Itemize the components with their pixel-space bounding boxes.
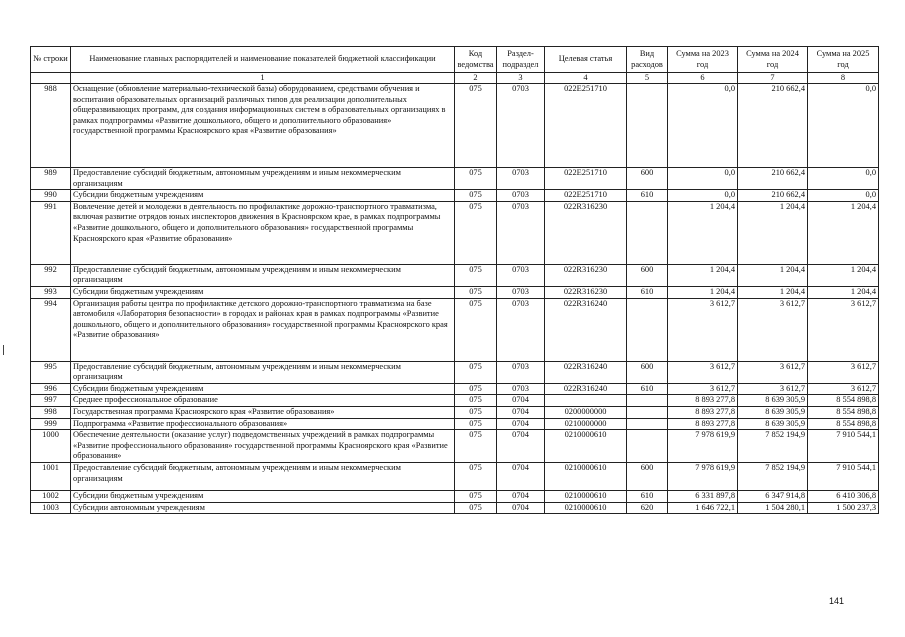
cell-row-number: 996 <box>31 383 71 395</box>
cell-expense-kind: 610 <box>627 383 668 395</box>
cell-target-article: 0210000610 <box>545 490 627 502</box>
cell-dept-code: 075 <box>455 286 497 298</box>
cell-sum-2023: 1 646 722,1 <box>668 502 738 514</box>
budget-table-sheet <box>30 46 878 514</box>
cell-sum-2024: 1 504 280,1 <box>738 502 808 514</box>
cell-sum-2023: 0,0 <box>668 168 738 190</box>
cell-row-number: 1002 <box>31 490 71 502</box>
cell-name: Подпрограмма «Развитие профессионального образования» <box>71 418 455 430</box>
cell-expense-kind <box>627 298 668 361</box>
cell-sum-2025: 8 554 898,8 <box>808 406 879 418</box>
cell-sum-2024: 8 639 305,9 <box>738 406 808 418</box>
cell-target-article: 022R316230 <box>545 286 627 298</box>
cell-expense-kind: 600 <box>627 361 668 383</box>
col-header-section: Раздел-подраздел <box>497 47 545 73</box>
cell-name: Предоставление субсидий бюджетным, автономным учреждениям и иным некоммерческим организациям <box>71 168 455 190</box>
cell-name: Субсидии бюджетным учреждениям <box>71 286 455 298</box>
cell-row-number: 988 <box>31 84 71 168</box>
cell-expense-kind <box>627 201 668 264</box>
cell-expense-kind <box>627 84 668 168</box>
cell-dept-code: 075 <box>455 190 497 202</box>
cell-row-number: 991 <box>31 201 71 264</box>
col-header-2023: Сумма на 2023 год <box>668 47 738 73</box>
cell-row-number: 998 <box>31 406 71 418</box>
cell-target-article: 022R316230 <box>545 264 627 286</box>
cell-name: Предоставление субсидий бюджетным, автономным учреждениям и иным некоммерческим организациям <box>71 264 455 286</box>
cell-target-article: 0210000000 <box>545 418 627 430</box>
cell-name: Субсидии бюджетным учреждениям <box>71 383 455 395</box>
table-body <box>31 84 879 514</box>
cell-sum-2024: 6 347 914,8 <box>738 490 808 502</box>
cell-section: 0703 <box>497 190 545 202</box>
cell-target-article: 0210000610 <box>545 502 627 514</box>
col-number: 5 <box>627 73 668 84</box>
cell-name: Предоставление субсидий бюджетным, автономным учреждениям и иным некоммерческим организациям <box>71 361 455 383</box>
cell-row-number: 1001 <box>31 462 71 490</box>
cell-target-article: 022Е251710 <box>545 190 627 202</box>
cell-target-article: 022R316240 <box>545 298 627 361</box>
cell-section: 0703 <box>497 264 545 286</box>
cell-section: 0703 <box>497 383 545 395</box>
cell-dept-code: 075 <box>455 84 497 168</box>
cell-sum-2024: 1 204,4 <box>738 264 808 286</box>
cell-section: 0703 <box>497 168 545 190</box>
cell-sum-2023: 8 893 277,8 <box>668 406 738 418</box>
cell-sum-2023: 1 204,4 <box>668 264 738 286</box>
cell-expense-kind: 620 <box>627 502 668 514</box>
cell-sum-2024: 8 639 305,9 <box>738 395 808 407</box>
cell-sum-2023: 6 331 897,8 <box>668 490 738 502</box>
cell-section: 0704 <box>497 406 545 418</box>
cell-target-article <box>545 395 627 407</box>
cell-sum-2024: 1 204,4 <box>738 286 808 298</box>
table-header-row <box>31 47 879 73</box>
cell-sum-2023: 7 978 619,9 <box>668 430 738 463</box>
budget-table <box>30 46 879 514</box>
cell-name: Предоставление субсидий бюджетным, автономным учреждениям и иным некоммерческим организациям <box>71 462 455 490</box>
margin-mark <box>3 345 4 355</box>
table-row <box>31 406 879 418</box>
cell-dept-code: 075 <box>455 462 497 490</box>
cell-sum-2024: 210 662,4 <box>738 190 808 202</box>
cell-name: Субсидии бюджетным учреждениям <box>71 190 455 202</box>
col-number: 8 <box>808 73 879 84</box>
cell-sum-2025: 1 204,4 <box>808 286 879 298</box>
cell-row-number: 992 <box>31 264 71 286</box>
cell-sum-2025: 0,0 <box>808 190 879 202</box>
cell-sum-2024: 1 204,4 <box>738 201 808 264</box>
cell-name: Вовлечение детей и молодежи в деятельность по профилактике дорожно-транспортного травматизма, включая развитие отрядов юных инспекторов движения в Красноярском крае, в рамках подпрограммы «Развитие дошкольного, общего и дополнительного образования» государственной программы Красноярского края «Развитие образования» <box>71 201 455 264</box>
cell-sum-2024: 210 662,4 <box>738 84 808 168</box>
table-row <box>31 190 879 202</box>
cell-sum-2025: 1 500 237,3 <box>808 502 879 514</box>
cell-expense-kind <box>627 418 668 430</box>
cell-row-number: 994 <box>31 298 71 361</box>
cell-sum-2025: 3 612,7 <box>808 298 879 361</box>
cell-row-number: 993 <box>31 286 71 298</box>
cell-section: 0704 <box>497 430 545 463</box>
cell-name: Оснащение (обновление материально-технической базы) оборудованием, средствами обучения и воспитания образовательных организаций различных типов для реализации дополнительных общеразвивающих программ, для создания информационных систем в образовательных организациях в рамках подпрограммы «Развитие дошкольного, общего и дополнительного образования» государственной программы Красноярского края «Развитие образования» <box>71 84 455 168</box>
cell-row-number: 995 <box>31 361 71 383</box>
cell-section: 0703 <box>497 201 545 264</box>
cell-dept-code: 075 <box>455 383 497 395</box>
cell-sum-2025: 1 204,4 <box>808 201 879 264</box>
cell-expense-kind <box>627 395 668 407</box>
cell-expense-kind: 610 <box>627 286 668 298</box>
cell-name: Обеспечение деятельности (оказание услуг) подведомственных учреждений в рамках подпрограммы «Развитие профессионального образования» государственной программы Красноярского края «Развитие образования» <box>71 430 455 463</box>
cell-section: 0704 <box>497 395 545 407</box>
cell-target-article: 0200000000 <box>545 406 627 418</box>
table-row <box>31 383 879 395</box>
table-row <box>31 418 879 430</box>
cell-dept-code: 075 <box>455 298 497 361</box>
cell-row-number: 999 <box>31 418 71 430</box>
cell-expense-kind: 600 <box>627 264 668 286</box>
cell-sum-2023: 3 612,7 <box>668 383 738 395</box>
cell-dept-code: 075 <box>455 406 497 418</box>
cell-name: Организация работы центра по профилактике детского дорожно-транспортного травматизма на базе автомобиля «Лаборатория безопасности» в городах и районах края в рамках подпрограммы «Развитие дошкольного, общего и дополнительного образования» государственной программы Красноярского края «Развитие образования» <box>71 298 455 361</box>
cell-sum-2025: 0,0 <box>808 168 879 190</box>
table-row <box>31 490 879 502</box>
col-number: 7 <box>738 73 808 84</box>
cell-sum-2023: 3 612,7 <box>668 361 738 383</box>
cell-sum-2024: 8 639 305,9 <box>738 418 808 430</box>
cell-sum-2024: 3 612,7 <box>738 298 808 361</box>
cell-dept-code: 075 <box>455 264 497 286</box>
cell-sum-2023: 0,0 <box>668 190 738 202</box>
col-number <box>31 73 71 84</box>
cell-sum-2025: 3 612,7 <box>808 383 879 395</box>
cell-sum-2023: 3 612,7 <box>668 298 738 361</box>
cell-dept-code: 075 <box>455 395 497 407</box>
cell-sum-2025: 1 204,4 <box>808 264 879 286</box>
col-number: 6 <box>668 73 738 84</box>
col-number: 4 <box>545 73 627 84</box>
cell-dept-code: 075 <box>455 201 497 264</box>
cell-sum-2025: 0,0 <box>808 84 879 168</box>
cell-sum-2024: 7 852 194,9 <box>738 430 808 463</box>
table-row <box>31 502 879 514</box>
cell-expense-kind <box>627 430 668 463</box>
cell-sum-2023: 8 893 277,8 <box>668 395 738 407</box>
cell-row-number: 997 <box>31 395 71 407</box>
cell-dept-code: 075 <box>455 361 497 383</box>
cell-name: Субсидии автономным учреждениям <box>71 502 455 514</box>
col-number: 3 <box>497 73 545 84</box>
cell-dept-code: 075 <box>455 418 497 430</box>
cell-sum-2024: 3 612,7 <box>738 361 808 383</box>
cell-sum-2025: 3 612,7 <box>808 361 879 383</box>
table-row <box>31 286 879 298</box>
cell-expense-kind: 600 <box>627 168 668 190</box>
cell-expense-kind: 610 <box>627 490 668 502</box>
cell-section: 0704 <box>497 462 545 490</box>
cell-dept-code: 075 <box>455 502 497 514</box>
col-header-kind: Вид расходов <box>627 47 668 73</box>
col-header-2024: Сумма на 2024 год <box>738 47 808 73</box>
cell-expense-kind: 600 <box>627 462 668 490</box>
col-number: 1 <box>71 73 455 84</box>
table-row <box>31 361 879 383</box>
cell-sum-2025: 8 554 898,8 <box>808 418 879 430</box>
cell-sum-2025: 6 410 306,8 <box>808 490 879 502</box>
col-header-name: Наименование главных распорядителей и наименование показателей бюджетной классификации <box>71 47 455 73</box>
cell-dept-code: 075 <box>455 430 497 463</box>
col-header-target: Целевая статья <box>545 47 627 73</box>
table-row <box>31 264 879 286</box>
column-number-row <box>31 73 879 84</box>
cell-target-article: 022Е251710 <box>545 84 627 168</box>
col-header-row-no: № строки <box>31 47 71 73</box>
cell-target-article: 0210000610 <box>545 462 627 490</box>
cell-sum-2023: 0,0 <box>668 84 738 168</box>
col-number: 2 <box>455 73 497 84</box>
cell-target-article: 022R316240 <box>545 361 627 383</box>
cell-section: 0703 <box>497 286 545 298</box>
page-number: 141 <box>829 596 845 606</box>
table-row <box>31 168 879 190</box>
cell-sum-2023: 7 978 619,9 <box>668 462 738 490</box>
cell-target-article: 022R316240 <box>545 383 627 395</box>
cell-expense-kind: 610 <box>627 190 668 202</box>
table-row <box>31 84 879 168</box>
cell-section: 0704 <box>497 490 545 502</box>
cell-row-number: 990 <box>31 190 71 202</box>
cell-sum-2023: 8 893 277,8 <box>668 418 738 430</box>
cell-name: Субсидии бюджетным учреждениям <box>71 490 455 502</box>
cell-section: 0703 <box>497 361 545 383</box>
cell-name: Государственная программа Красноярского края «Развитие образования» <box>71 406 455 418</box>
cell-section: 0704 <box>497 502 545 514</box>
cell-target-article: 022Е251710 <box>545 168 627 190</box>
cell-target-article: 0210000610 <box>545 430 627 463</box>
col-header-dept: Код ведомства <box>455 47 497 73</box>
cell-sum-2024: 7 852 194,9 <box>738 462 808 490</box>
cell-name: Среднее профессиональное образование <box>71 395 455 407</box>
cell-sum-2023: 1 204,4 <box>668 286 738 298</box>
cell-sum-2024: 210 662,4 <box>738 168 808 190</box>
col-header-2025: Сумма на 2025 год <box>808 47 879 73</box>
cell-target-article: 022R316230 <box>545 201 627 264</box>
cell-dept-code: 075 <box>455 490 497 502</box>
cell-row-number: 1003 <box>31 502 71 514</box>
cell-section: 0703 <box>497 298 545 361</box>
cell-sum-2025: 7 910 544,1 <box>808 462 879 490</box>
table-row <box>31 462 879 490</box>
cell-sum-2025: 8 554 898,8 <box>808 395 879 407</box>
table-row <box>31 395 879 407</box>
table-row <box>31 298 879 361</box>
cell-sum-2023: 1 204,4 <box>668 201 738 264</box>
cell-section: 0703 <box>497 84 545 168</box>
cell-sum-2024: 3 612,7 <box>738 383 808 395</box>
table-row <box>31 201 879 264</box>
cell-expense-kind <box>627 406 668 418</box>
cell-sum-2025: 7 910 544,1 <box>808 430 879 463</box>
cell-row-number: 989 <box>31 168 71 190</box>
table-row <box>31 430 879 463</box>
cell-section: 0704 <box>497 418 545 430</box>
cell-dept-code: 075 <box>455 168 497 190</box>
cell-row-number: 1000 <box>31 430 71 463</box>
